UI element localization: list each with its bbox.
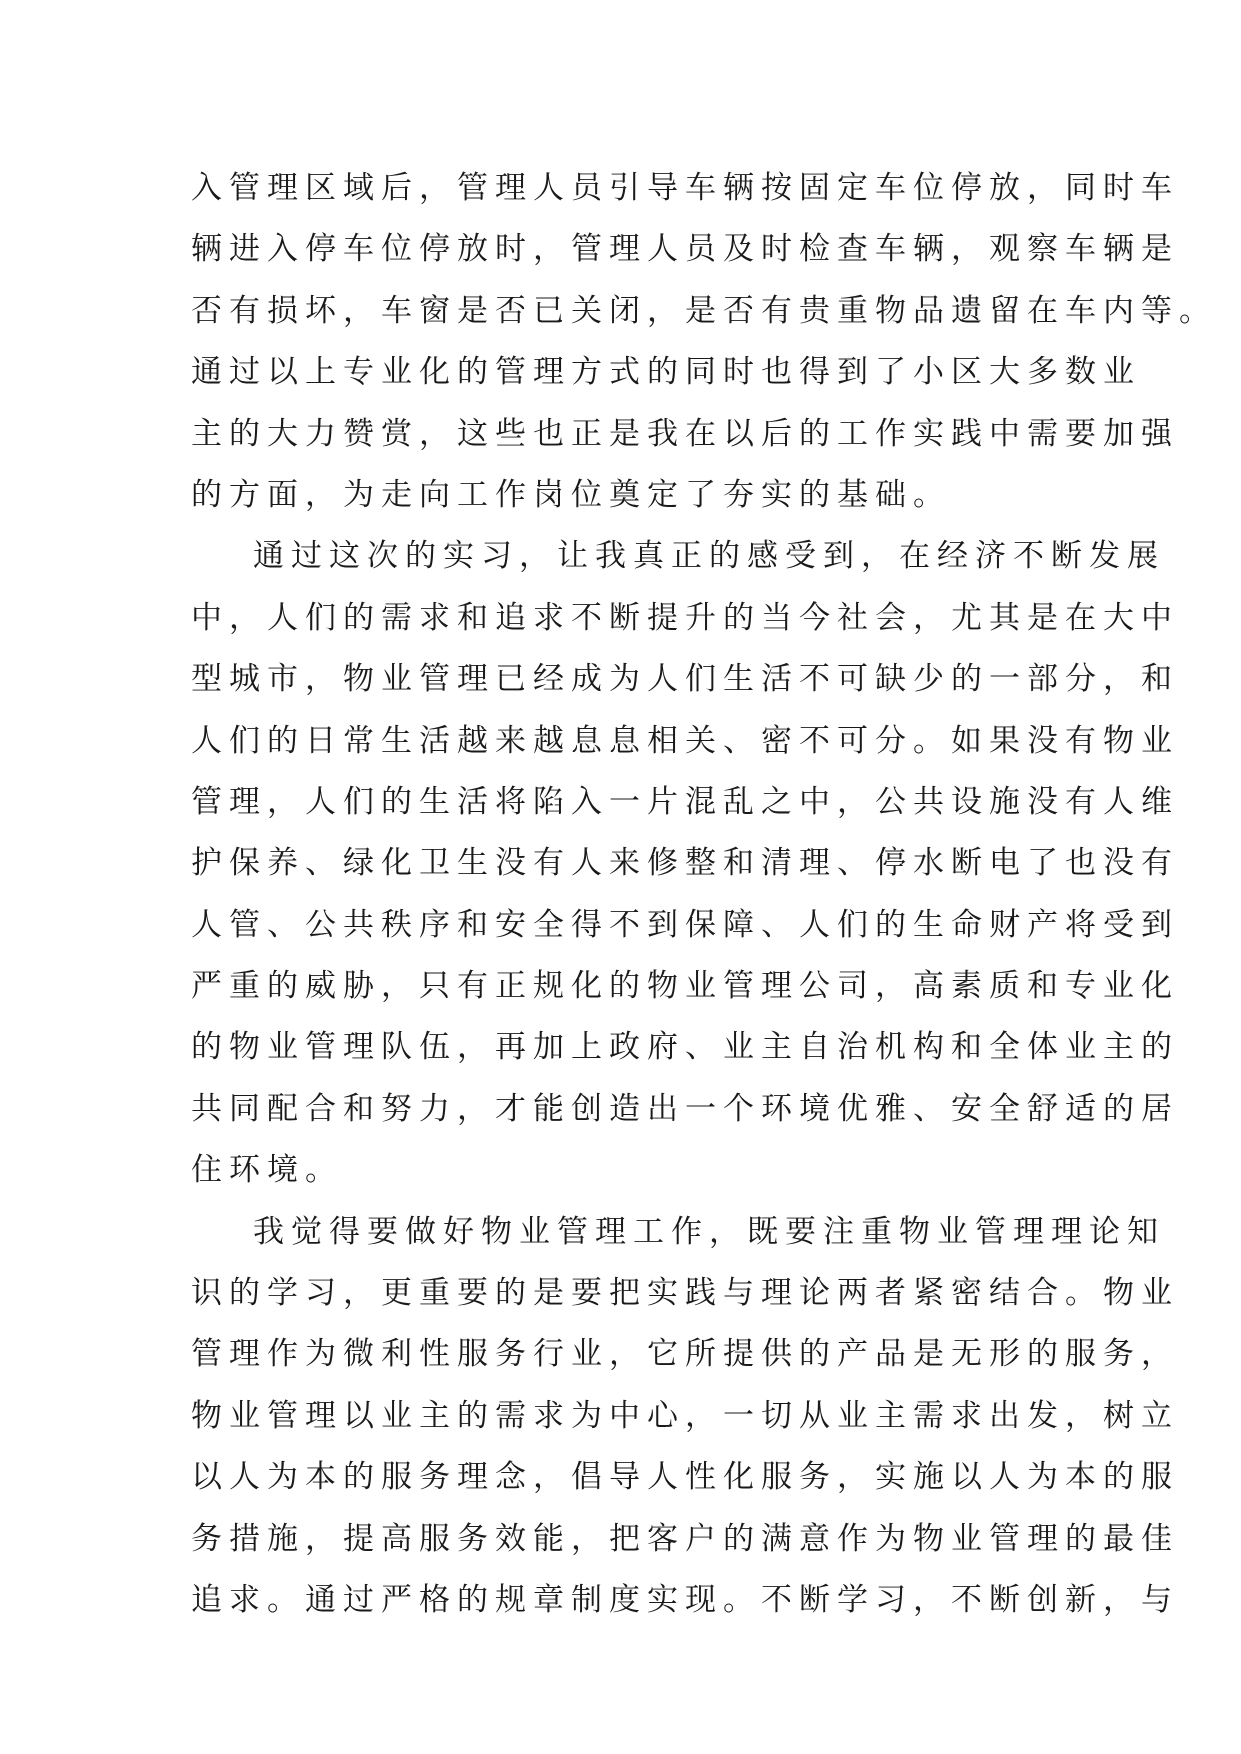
text-line: 我觉得要做好物业管理工作，既要注重物业管理理论知 [253, 1213, 1165, 1250]
text-line: 共同配合和努力，才能创造出一个环境优雅、安全舒适的居 [191, 1090, 1179, 1127]
text-line: 追求。通过严格的规章制度实现。不断学习，不断创新，与 [191, 1581, 1179, 1618]
paragraph-internship-reflection [191, 526, 1179, 1201]
text-line: 辆进入停车位停放时，管理人员及时检查车辆，观察车辆是 [191, 231, 1179, 268]
text-line: 护保养、绿化卫生没有人来修整和清理、停水断电了也没有 [191, 845, 1179, 882]
text-line: 人管、公共秩序和安全得不到保障、人们的生命财产将受到 [191, 906, 1179, 943]
document-body [191, 158, 1217, 1631]
text-line: 中，人们的需求和追求不断提升的当今社会，尤其是在大中 [191, 599, 1179, 636]
text-line: 否有损坏，车窗是否已关闭，是否有贵重物品遗留在车内等。 [191, 292, 1217, 329]
text-line: 识的学习，更重要的是要把实践与理论两者紧密结合。物业 [191, 1275, 1179, 1312]
paragraph-parking-management [191, 158, 1217, 526]
text-line: 入管理区域后，管理人员引导车辆按固定车位停放，同时车 [191, 170, 1179, 206]
text-line: 物业管理以业主的需求为中心，一切从业主需求出发，树立 [191, 1397, 1179, 1434]
text-line: 的物业管理队伍，再加上政府、业主自治机构和全体业主的 [191, 1029, 1179, 1066]
paragraph-management-philosophy [191, 1202, 1179, 1632]
text-line: 住环境。 [191, 1152, 343, 1189]
text-line: 主的大力赞赏，这些也正是我在以后的工作实践中需要加强 [191, 415, 1179, 452]
text-line: 管理，人们的生活将陷入一片混乱之中，公共设施没有人维 [191, 783, 1179, 820]
text-line: 的方面，为走向工作岗位奠定了夯实的基础。 [191, 476, 951, 513]
text-line: 型城市，物业管理已经成为人们生活不可缺少的一部分，和 [191, 661, 1179, 698]
text-line: 人们的日常生活越来越息息相关、密不可分。如果没有物业 [191, 722, 1179, 759]
text-line: 管理作为微利性服务行业，它所提供的产品是无形的服务， [191, 1336, 1179, 1373]
text-line: 以人为本的服务理念，倡导人性化服务，实施以人为本的服 [191, 1459, 1179, 1496]
text-line: 严重的威胁，只有正规化的物业管理公司，高素质和专业化 [191, 968, 1179, 1005]
text-line: 通过以上专业化的管理方式的同时也得到了小区大多数业 [191, 354, 1141, 391]
text-line: 通过这次的实习，让我真正的感受到，在经济不断发展 [253, 538, 1165, 575]
text-line: 务措施，提高服务效能，把客户的满意作为物业管理的最佳 [191, 1520, 1179, 1557]
